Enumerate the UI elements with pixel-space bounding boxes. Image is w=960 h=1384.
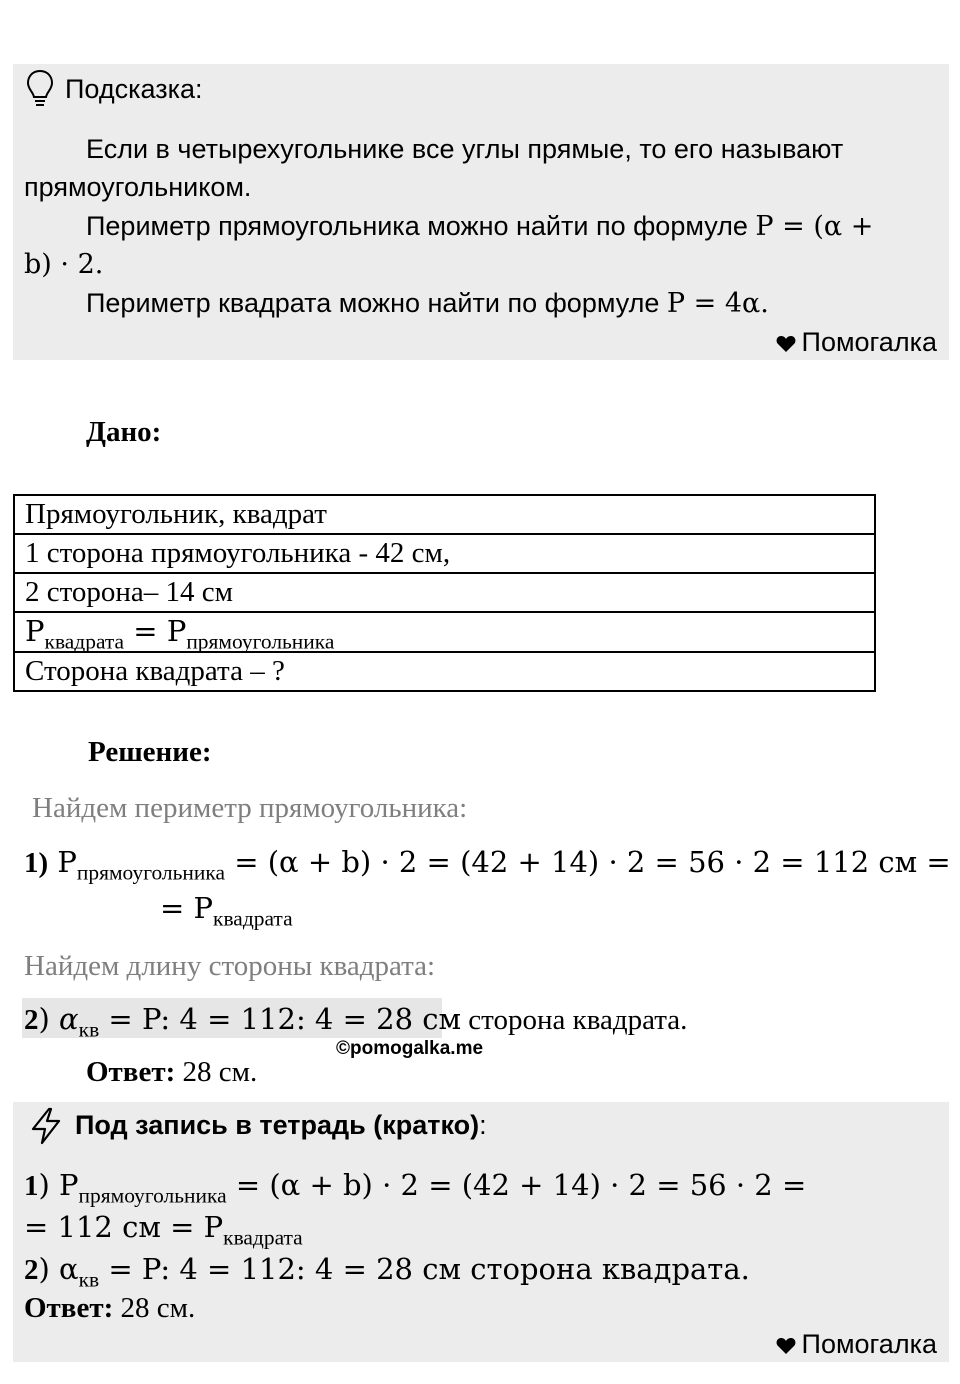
step1-line: [24, 845, 951, 885]
notebook-title-colon: :: [479, 1110, 487, 1140]
hint-para2-formula-b: b) · 2.: [24, 249, 104, 280]
answer-value: 28 см.: [175, 1056, 258, 1088]
lightning-icon: [27, 1106, 67, 1146]
table-row: [14, 612, 875, 652]
given-row-2: 1 сторона прямоугольника - 42 см,: [14, 534, 875, 573]
hint-para2: [86, 207, 873, 246]
solution-title: Решение:: [88, 736, 212, 768]
notebook-l1-rest: = (α + b) · 2 = (42 + 14) · 2 = 56 · 2 =: [226, 1168, 807, 1202]
step1-cont-sub: квадрата: [213, 906, 293, 931]
notebook-l1-paren: ) P: [38, 1168, 79, 1202]
step2-alpha: α: [59, 1002, 79, 1036]
hint-para1-line1: Если в четырехугольнике все углы прямые, то его называют: [86, 134, 844, 164]
given-row-4-eq: = P: [124, 614, 187, 648]
notebook-l1-num: 1: [24, 1170, 39, 1202]
answer: [86, 1056, 257, 1089]
notebook-line-3: [24, 1252, 750, 1292]
step1-number: 1): [24, 847, 49, 879]
step2-line: [24, 1002, 688, 1042]
notebook-answer-label: Ответ:: [24, 1292, 114, 1324]
notebook-l3-paren: ) α: [38, 1252, 79, 1286]
notebook-brand-label: Помогалка: [801, 1329, 937, 1359]
notebook-l3-sub: кв: [78, 1267, 100, 1292]
lightbulb-icon: [25, 68, 55, 108]
given-table: [13, 494, 876, 692]
heart-icon: [776, 1337, 796, 1355]
hint-box: [13, 64, 949, 360]
step2-caption: Найдем длину стороны квадрата:: [24, 950, 436, 982]
given-title: Дано:: [86, 416, 162, 448]
given-row-3: 2 сторона– 14 см: [14, 573, 875, 612]
notebook-l2-main: = 112 см = P: [24, 1210, 224, 1244]
heart-icon: [776, 335, 796, 353]
step2-paren: ): [38, 1002, 60, 1036]
notebook-l3-rest: = P: 4 = 112: 4 = 28 см сторона квадрата.: [99, 1252, 750, 1286]
given-row-5: Сторона квадрата – ?: [14, 652, 875, 691]
given-row-1: Прямоугольник, квадрат: [14, 495, 875, 534]
hint-brand-label: Помогалка: [801, 327, 937, 357]
step1-continuation: [160, 891, 293, 931]
notebook-box: [13, 1102, 949, 1362]
given-row-4-sub1: квадрата: [44, 629, 125, 654]
step1-p: P: [48, 845, 77, 879]
table-row: [14, 573, 875, 612]
table-row: [14, 534, 875, 573]
hint-para1-line2: прямоугольником.: [24, 172, 252, 202]
table-row: [14, 652, 875, 691]
step1-cont: = P: [160, 891, 214, 925]
given-row-4-sub2: прямоугольника: [186, 629, 335, 654]
notebook-title-text: Под запись в тетрадь (кратко): [75, 1110, 480, 1140]
hint-para3-formula: P = 4α.: [666, 288, 769, 319]
notebook-l2-sub: квадрата: [223, 1225, 303, 1250]
step2-expr: = P: 4 = 112: 4 = 28 см: [99, 1002, 462, 1036]
notebook-line-1: [24, 1168, 807, 1208]
hint-para2-formula-a: P = (α +: [755, 211, 874, 242]
hint-para3-text: Периметр квадрата можно найти по формуле: [86, 288, 667, 318]
notebook-l3-num: 2: [24, 1254, 39, 1286]
step1-sub: прямоугольника: [76, 860, 225, 885]
given-row-4: [14, 612, 875, 652]
table-row: [14, 495, 875, 534]
hint-brand: [776, 327, 937, 358]
notebook-title: [75, 1110, 487, 1141]
notebook-answer-value: 28 см.: [113, 1292, 196, 1324]
answer-label: Ответ:: [86, 1056, 176, 1088]
notebook-l1-sub: прямоугольника: [78, 1183, 227, 1208]
step2-tail: сторона квадрата.: [461, 1004, 688, 1036]
step1-caption: Найдем периметр прямоугольника:: [32, 792, 468, 824]
hint-para2-text: Периметр прямоугольника можно найти по формуле: [86, 211, 756, 241]
step2-sub: кв: [78, 1017, 100, 1042]
given-row-4-p: P: [25, 614, 45, 648]
hint-title: Подсказка:: [65, 74, 203, 104]
step2-number: 2: [24, 1004, 39, 1036]
notebook-line-2: [24, 1210, 303, 1250]
notebook-answer: [24, 1292, 195, 1325]
notebook-brand: [776, 1329, 937, 1360]
watermark: ©pomogalka.me: [336, 1038, 484, 1059]
hint-para3: [86, 284, 769, 323]
step1-rest: = (α + b) · 2 = (42 + 14) · 2 = 56 · 2 = 112 см =: [224, 845, 951, 879]
